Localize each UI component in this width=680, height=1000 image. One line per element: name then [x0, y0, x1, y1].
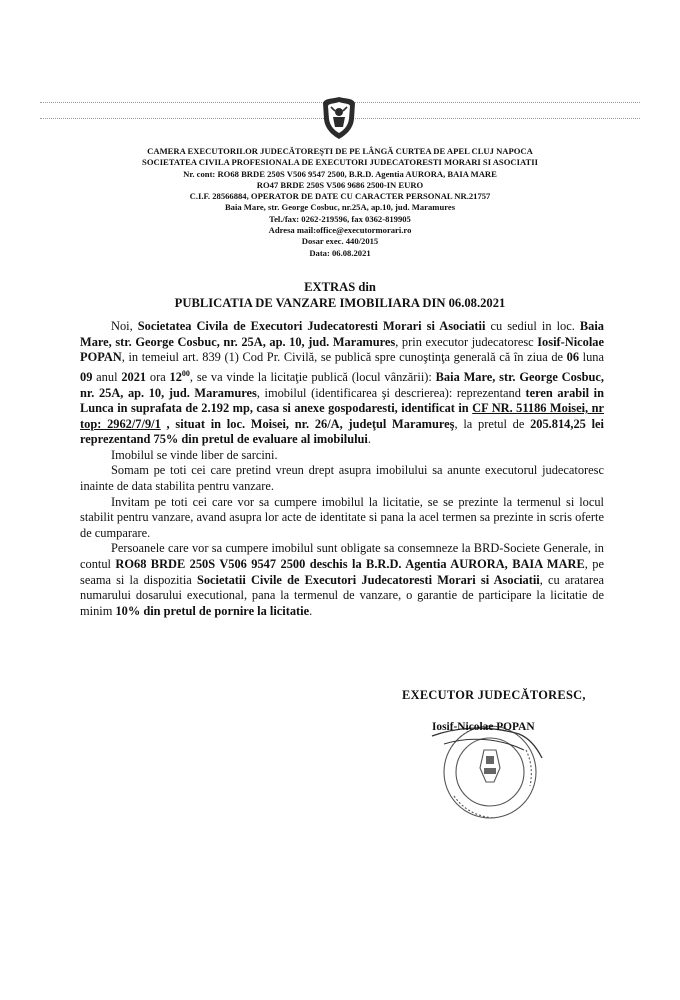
letterhead-line: C.I.F. 28566884, OPERATOR DE DATE CU CARACTER PERSONAL NR.21757 [189, 191, 491, 202]
letterhead-line: SOCIETATEA CIVILA PROFESIONALA DE EXECUTORI JUDECATORESTI MORARI SI ASOCIATII [142, 157, 538, 168]
paragraph-no-encumbrances: Imobilul se vinde liber de sarcini. [111, 447, 278, 462]
letterhead [60, 146, 620, 259]
land-registry-ref: CF NR. 51186 Moisei, nr top: 2962/7/9/1 [80, 401, 604, 431]
document-body [80, 319, 604, 619]
letterhead-line: Baia Mare, str. George Cosbuc, nr.25A, ap.10, jud. Maramures [224, 202, 456, 213]
paragraph-sale-notice: Noi, Societatea Civila de Executori Judecatoresti Morari si Asociatii cu sediul in loc. Baia Mare, str. George Cosbuc, nr. 25A, ap. 10, jud. Maramures, prin executor judecatoresc Iosif-Nicolae POPAN, in temeiul art. 839 (1) Cod Pr. Civilă, se publică spre cunoştinţa generală că în ziua de 06 luna 09 anul 2021 ora $12^{00}$, se va vinde la licitaţie publică (locul vânzării): Baia Mare, str. George Cosbuc, nr. 25A, ap. 10, jud. Maramures, imobilul (identificarea şi descrierea): reprezentand teren arabil in Lunca in suprafata de 2.192 mp, casa si anexe gospodaresti, identificat in CF NR. 51186 Moisei, nr top: 2962/7/9/1 , situat in loc. Moisei, nr. 26/A, judeţul Maramureş, la pretul de 205.814,25 lei reprezentand 75% din pretul de evaluare al imobilului. [80, 319, 604, 447]
paragraph-guarantee: Persoanele care vor sa cumpere imobilul sunt obligate sa consemneze la BRD-Societe Generale, in contul RO68 BRDE 250S V506 9547 2500 deschis la B.R.D. Agentia AURORA, BAIA MARE, pe seama si la dispozitia Societatii Civile de Executori Judecatoresti Morari si Asociatii, cu aratarea numarului dosarului executional, pana la termenul de vanzare, o garantie de participare la licitatie de minim 10% din pretul de pornire la licitatie. [80, 541, 605, 618]
signatory-name: Iosif-Nicolae POPAN [432, 721, 535, 733]
coat-of-arms-icon [319, 95, 359, 141]
letterhead-line: CAMERA EXECUTORILOR JUDECĂTOREŞTI DE PE LÂNGĂ CURTEA DE APEL CLUJ NAPOCA [147, 146, 533, 156]
title-line-1: EXTRAS din [304, 280, 376, 294]
letterhead-line: Tel./fax: 0262-219596, fax 0362-819905 [269, 213, 411, 224]
letterhead-line: Adresa mail:office@executormorari.ro [268, 225, 412, 236]
paragraph-summons: Somam pe toti cei care pretind vreun drept asupra imobilului sa anunte executorul judecatoresc inainte de data stabilita pentru vanzare. [80, 463, 604, 494]
paragraph-invitation: Invitam pe toti cei care vor sa cumpere imobilul la licitatie, se se prezinte la termenul si locul stabilit pentru vanzare, avand asupra lor acte de identitate si pana la acel termen sa prezinte in scris oferte de cumparare. [80, 494, 604, 540]
letterhead-line: RO47 BRDE 250S V506 9686 2500-IN EURO [256, 179, 424, 190]
document-title [60, 279, 620, 311]
letterhead-line: Dosar exec. 440/2015 [301, 236, 379, 247]
signature-title: EXECUTOR JUDECĂTORESC, [402, 688, 586, 702]
title-line-2: PUBLICATIA DE VANZARE IMOBILIARA DIN 06.08.2021 [174, 296, 506, 310]
letterhead-line: Nr. cont: RO68 BRDE 250S V506 9547 2500, B.R.D. Agentia AURORA, BAIA MARE [183, 168, 497, 179]
letterhead-line: Data: 06.08.2021 [309, 247, 371, 258]
